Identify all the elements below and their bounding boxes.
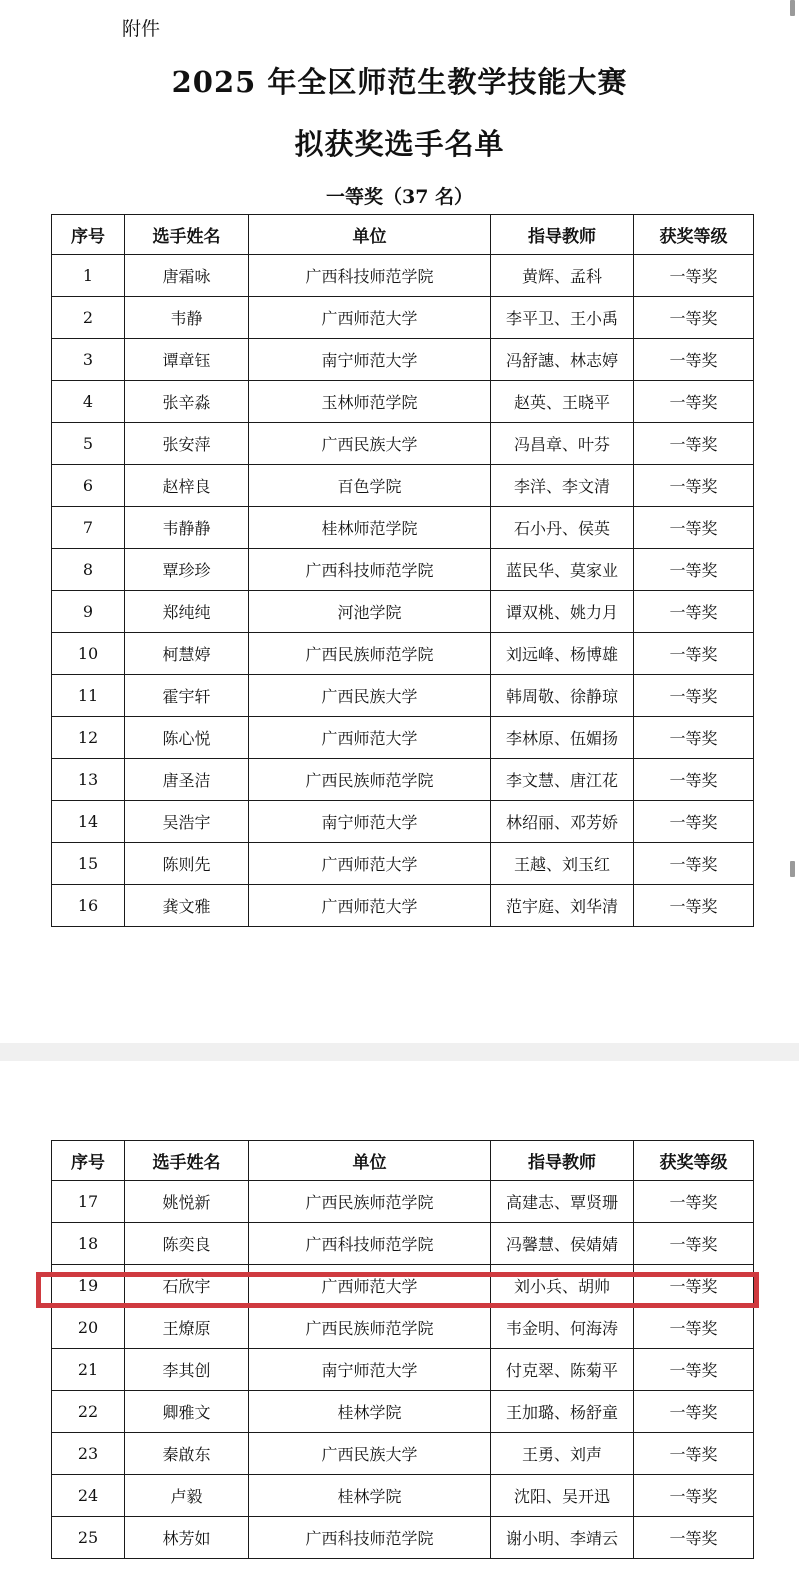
table-row <box>52 717 754 759</box>
header-name: 选手姓名 <box>125 1141 249 1181</box>
cell-unit: 桂林学院 <box>249 1391 491 1433</box>
cell-unit: 广西民族师范学院 <box>249 1181 491 1223</box>
cell-unit: 广西师范大学 <box>249 1265 491 1307</box>
cell-unit: 桂林师范学院 <box>249 507 491 549</box>
cell-name: 石欣宇 <box>125 1265 249 1307</box>
table-row <box>52 675 754 717</box>
header-unit: 单位 <box>249 215 491 255</box>
table-row <box>52 1181 754 1223</box>
cell-unit: 广西民族大学 <box>249 675 491 717</box>
cell-unit: 百色学院 <box>249 465 491 507</box>
cell-index: 20 <box>52 1307 125 1349</box>
cell-advisor: 韩周敬、徐静琼 <box>491 675 634 717</box>
cell-advisor: 王加璐、杨舒童 <box>491 1391 634 1433</box>
table-row <box>52 591 754 633</box>
cell-award-level: 一等奖 <box>634 801 754 843</box>
cell-award-level: 一等奖 <box>634 465 754 507</box>
cell-name: 赵梓良 <box>125 465 249 507</box>
cell-award-level: 一等奖 <box>634 1433 754 1475</box>
document-title: 2025 年全区师范生教学技能大赛 <box>171 65 628 99</box>
table-row <box>52 1223 754 1265</box>
cell-index: 22 <box>52 1391 125 1433</box>
cell-advisor: 付克翠、陈菊平 <box>491 1349 634 1391</box>
cell-advisor: 石小丹、侯英 <box>491 507 634 549</box>
cell-award-level: 一等奖 <box>634 1349 754 1391</box>
cell-index: 18 <box>52 1223 125 1265</box>
table-row <box>52 885 754 927</box>
scroll-indicator <box>790 861 795 877</box>
document-page-2 <box>0 1061 799 1594</box>
cell-award-level: 一等奖 <box>634 1517 754 1559</box>
cell-award-level: 一等奖 <box>634 675 754 717</box>
cell-award-level: 一等奖 <box>634 1391 754 1433</box>
cell-unit: 南宁师范大学 <box>249 339 491 381</box>
cell-advisor: 赵英、王晓平 <box>491 381 634 423</box>
cell-index: 15 <box>52 843 125 885</box>
cell-unit: 广西科技师范学院 <box>249 1223 491 1265</box>
cell-advisor: 刘小兵、胡帅 <box>491 1265 634 1307</box>
header-award-level: 获奖等级 <box>634 215 754 255</box>
cell-unit: 广西科技师范学院 <box>249 1517 491 1559</box>
table-row <box>52 759 754 801</box>
cell-award-level: 一等奖 <box>634 507 754 549</box>
cell-index: 21 <box>52 1349 125 1391</box>
cell-award-level: 一等奖 <box>634 549 754 591</box>
table-row <box>52 423 754 465</box>
cell-name: 秦啟东 <box>125 1433 249 1475</box>
cell-unit: 南宁师范大学 <box>249 801 491 843</box>
header-advisor: 指导教师 <box>491 1141 634 1181</box>
cell-advisor: 王勇、刘声 <box>491 1433 634 1475</box>
cell-advisor: 沈阳、吴开迅 <box>491 1475 634 1517</box>
cell-advisor: 冯馨慧、侯婧婧 <box>491 1223 634 1265</box>
cell-name: 柯慧婷 <box>125 633 249 675</box>
cell-advisor: 谢小明、李靖云 <box>491 1517 634 1559</box>
cell-unit: 广西民族师范学院 <box>249 633 491 675</box>
cell-index: 10 <box>52 633 125 675</box>
cell-name: 龚文雅 <box>125 885 249 927</box>
cell-advisor: 黄辉、孟科 <box>491 255 634 297</box>
cell-index: 9 <box>52 591 125 633</box>
header-advisor: 指导教师 <box>491 215 634 255</box>
cell-award-level: 一等奖 <box>634 339 754 381</box>
cell-name: 谭章钰 <box>125 339 249 381</box>
cell-index: 13 <box>52 759 125 801</box>
cell-advisor: 冯舒譓、林志婷 <box>491 339 634 381</box>
cell-index: 12 <box>52 717 125 759</box>
cell-advisor: 李文慧、唐江花 <box>491 759 634 801</box>
cell-unit: 广西师范大学 <box>249 843 491 885</box>
header-index: 序号 <box>52 1141 125 1181</box>
table-row <box>52 255 754 297</box>
cell-index: 5 <box>52 423 125 465</box>
cell-advisor: 冯昌章、叶芬 <box>491 423 634 465</box>
cell-name: 覃珍珍 <box>125 549 249 591</box>
cell-name: 郑纯纯 <box>125 591 249 633</box>
cell-index: 25 <box>52 1517 125 1559</box>
cell-award-level: 一等奖 <box>634 759 754 801</box>
cell-name: 张辛淼 <box>125 381 249 423</box>
cell-index: 24 <box>52 1475 125 1517</box>
cell-unit: 广西民族师范学院 <box>249 759 491 801</box>
cell-name: 韦静静 <box>125 507 249 549</box>
cell-name: 陈心悦 <box>125 717 249 759</box>
cell-award-level: 一等奖 <box>634 633 754 675</box>
cell-unit: 广西民族大学 <box>249 423 491 465</box>
cell-name: 陈奕良 <box>125 1223 249 1265</box>
table-row <box>52 507 754 549</box>
cell-advisor: 蓝民华、莫家业 <box>491 549 634 591</box>
section-title: 一等奖（37 名） <box>325 186 474 208</box>
cell-advisor: 王越、刘玉红 <box>491 843 634 885</box>
table-row <box>52 1307 754 1349</box>
cell-unit: 广西科技师范学院 <box>249 549 491 591</box>
cell-unit: 广西民族大学 <box>249 1433 491 1475</box>
cell-advisor: 李平卫、王小禹 <box>491 297 634 339</box>
table-row <box>52 1475 754 1517</box>
header-award-level: 获奖等级 <box>634 1141 754 1181</box>
cell-award-level: 一等奖 <box>634 423 754 465</box>
cell-award-level: 一等奖 <box>634 1475 754 1517</box>
cell-name: 张安萍 <box>125 423 249 465</box>
highlight-box <box>36 1272 759 1308</box>
cell-unit: 河池学院 <box>249 591 491 633</box>
attachment-label: 附件 <box>122 18 161 40</box>
table-row <box>52 339 754 381</box>
table-row <box>52 1349 754 1391</box>
cell-name: 霍宇轩 <box>125 675 249 717</box>
table-row <box>52 381 754 423</box>
table-row <box>52 843 754 885</box>
cell-unit: 广西师范大学 <box>249 297 491 339</box>
cell-name: 姚悦新 <box>125 1181 249 1223</box>
cell-index: 16 <box>52 885 125 927</box>
table-row <box>52 297 754 339</box>
table-row <box>52 1391 754 1433</box>
cell-index: 4 <box>52 381 125 423</box>
cell-name: 卢毅 <box>125 1475 249 1517</box>
cell-index: 6 <box>52 465 125 507</box>
cell-award-level: 一等奖 <box>634 591 754 633</box>
cell-unit: 广西民族师范学院 <box>249 1307 491 1349</box>
cell-index: 11 <box>52 675 125 717</box>
cell-name: 李其创 <box>125 1349 249 1391</box>
cell-name: 林芳如 <box>125 1517 249 1559</box>
table-row <box>52 1433 754 1475</box>
header-index: 序号 <box>52 215 125 255</box>
header-name: 选手姓名 <box>125 215 249 255</box>
cell-award-level: 一等奖 <box>634 1181 754 1223</box>
header-unit: 单位 <box>249 1141 491 1181</box>
cell-unit: 玉林师范学院 <box>249 381 491 423</box>
cell-award-level: 一等奖 <box>634 1265 754 1307</box>
cell-award-level: 一等奖 <box>634 843 754 885</box>
cell-index: 14 <box>52 801 125 843</box>
cell-award-level: 一等奖 <box>634 255 754 297</box>
cell-name: 陈则先 <box>125 843 249 885</box>
table-row <box>52 801 754 843</box>
cell-award-level: 一等奖 <box>634 717 754 759</box>
document-title-line2: 拟获奖选手名单 <box>294 127 505 161</box>
cell-advisor: 李林原、伍媚扬 <box>491 717 634 759</box>
cell-name: 卿雅文 <box>125 1391 249 1433</box>
table-row <box>52 549 754 591</box>
table-row <box>52 465 754 507</box>
cell-advisor: 范宇庭、刘华清 <box>491 885 634 927</box>
table-row <box>52 633 754 675</box>
cell-unit: 南宁师范大学 <box>249 1349 491 1391</box>
cell-award-level: 一等奖 <box>634 381 754 423</box>
cell-award-level: 一等奖 <box>634 1307 754 1349</box>
table-header-row <box>52 1141 754 1181</box>
cell-advisor: 高建志、覃贤珊 <box>491 1181 634 1223</box>
cell-index: 2 <box>52 297 125 339</box>
cell-index: 19 <box>52 1265 125 1307</box>
cell-unit: 广西科技师范学院 <box>249 255 491 297</box>
cell-award-level: 一等奖 <box>634 885 754 927</box>
cell-unit: 广西师范大学 <box>249 885 491 927</box>
cell-index: 7 <box>52 507 125 549</box>
table-row <box>52 1517 754 1559</box>
scroll-indicator <box>790 0 795 16</box>
cell-advisor: 刘远峰、杨博雄 <box>491 633 634 675</box>
cell-name: 唐圣洁 <box>125 759 249 801</box>
cell-index: 1 <box>52 255 125 297</box>
cell-index: 17 <box>52 1181 125 1223</box>
cell-name: 韦静 <box>125 297 249 339</box>
cell-advisor: 谭双桃、姚力月 <box>491 591 634 633</box>
cell-index: 3 <box>52 339 125 381</box>
cell-award-level: 一等奖 <box>634 297 754 339</box>
cell-award-level: 一等奖 <box>634 1223 754 1265</box>
award-table-page1 <box>51 214 754 927</box>
cell-index: 23 <box>52 1433 125 1475</box>
cell-name: 唐霜咏 <box>125 255 249 297</box>
cell-index: 8 <box>52 549 125 591</box>
cell-advisor: 韦金明、何海涛 <box>491 1307 634 1349</box>
award-table-page2 <box>51 1140 754 1559</box>
cell-name: 吴浩宇 <box>125 801 249 843</box>
page-separator <box>0 1043 799 1061</box>
cell-advisor: 林绍丽、邓芳娇 <box>491 801 634 843</box>
cell-name: 王燎原 <box>125 1307 249 1349</box>
cell-advisor: 李洋、李文清 <box>491 465 634 507</box>
cell-unit: 桂林学院 <box>249 1475 491 1517</box>
cell-unit: 广西师范大学 <box>249 717 491 759</box>
table-header-row <box>52 215 754 255</box>
